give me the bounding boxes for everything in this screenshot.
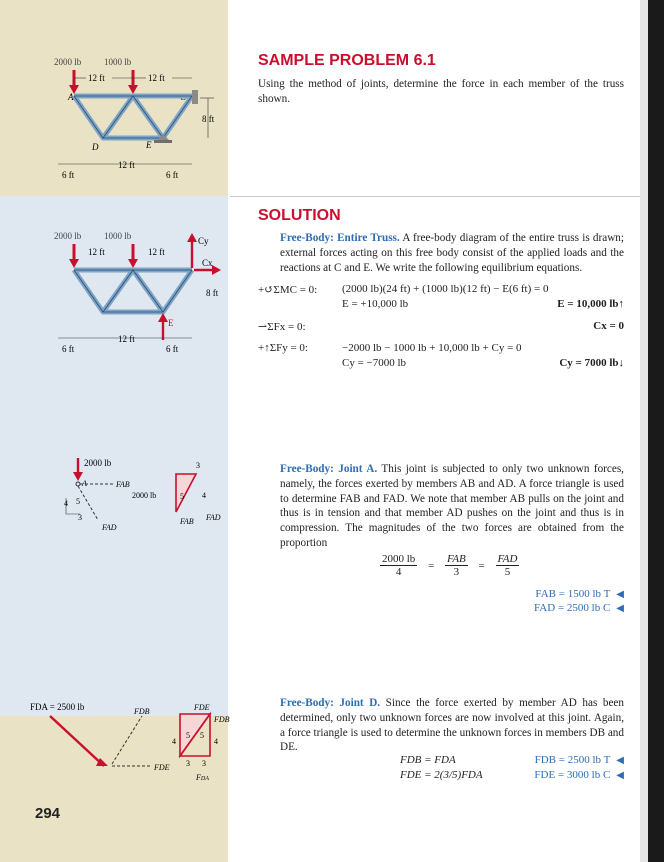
fde-result: FDE = 3000 lb C ◀ [534, 769, 624, 781]
dim-mid-label-2: 12 ft [118, 334, 135, 344]
fad-result: FAD = 2500 lb C ◀ [534, 602, 624, 614]
cx-label: Cx [202, 258, 213, 268]
eq3-b: Cy = −7000 lb [342, 357, 407, 369]
load-a-label-2: 2000 lb [54, 231, 82, 241]
dim-left-label: 6 ft [62, 170, 75, 180]
dim-right-label: 6 ft [166, 170, 179, 180]
prop-num3: FAD [497, 553, 518, 565]
solution-title: SOLUTION [258, 207, 341, 224]
triangled-three-left-label: 3 [186, 759, 190, 768]
entire-truss-heading: Free-Body: Entire Truss. [280, 232, 400, 244]
eq2-lhs: ⇀ΣFx = 0: [258, 321, 306, 333]
truss-figure-2 [46, 228, 226, 358]
joint-a-label: A [68, 92, 74, 102]
joint-d-figure [30, 700, 230, 790]
triangle-fda-label: FDA [196, 773, 209, 782]
load-a-label: 2000 lb [54, 57, 82, 67]
page-edge [648, 0, 664, 862]
fde-equation: FDE = 2(3/5)FDA [400, 769, 483, 781]
prop-den3: 5 [504, 566, 511, 578]
eq3-result: Cy = 7000 lb↓ [559, 357, 624, 369]
joint-a-figure [56, 454, 226, 544]
triangle-five-label: 5 [180, 492, 184, 501]
dim-bc-label-2: 12 ft [148, 247, 165, 257]
eq1-lhs: +↺ΣMC = 0: [258, 284, 318, 296]
entire-truss-paragraph [280, 231, 624, 275]
dim-bc-label: 12 ft [148, 73, 165, 83]
jointa-four-label: 4 [64, 499, 68, 508]
jointa-five-label: 5 [76, 497, 80, 506]
triangle-load-label: 2000 lb [132, 491, 157, 500]
problem-title: SAMPLE PROBLEM 6.1 [258, 52, 436, 69]
jointa-load-label: 2000 lb [84, 458, 112, 468]
eq3-lhs: +↑ΣFy = 0: [258, 342, 308, 354]
joint-a-heading: Free-Body: Joint A. [280, 463, 378, 475]
joint-b-label: B [130, 92, 136, 102]
cy-label: Cy [198, 236, 209, 246]
triangle-four-label: 4 [202, 491, 206, 500]
jointd-fde-label: FDE [154, 763, 170, 772]
triangled-four-label: 4 [172, 737, 176, 746]
prop-den1: 4 [395, 566, 402, 578]
dim-height-label: 8 ft [202, 114, 215, 124]
section-divider [230, 196, 640, 197]
eq1-result: E = 10,000 lb↑ [557, 298, 624, 310]
entire-truss-text: A free-body diagram of the entire truss is drawn; external forces acting on this free body consist of the applied loads and the reactions at C and E. We write the following equilibrium equations. [280, 232, 624, 274]
eq2-result: Cx = 0 [593, 320, 624, 332]
load-b-label-2: 1000 lb [104, 231, 132, 241]
jointd-fdb-label: FDB [134, 707, 150, 716]
page-edge-shadow [640, 0, 648, 862]
joint-a-paragraph [280, 462, 624, 551]
joint-d-text: Since the force exerted by member AD has been determined, only two unknown forces are now involved at this joint. Again, a force triangle is used to determine the unknown forces in members DB and DE. [280, 697, 624, 754]
dim-height-label-2: 8 ft [206, 288, 219, 298]
triangled-four-right-label: 4 [214, 737, 218, 746]
jointa-fab-label: FAB [116, 480, 130, 489]
triangled-five-right-label: 5 [200, 731, 204, 740]
prop-num1: 2000 lb [382, 553, 416, 565]
joint-d-paragraph [280, 696, 624, 755]
page-number: 294 [35, 805, 61, 822]
joint-c-label: C [180, 92, 187, 102]
load-b-label: 1000 lb [104, 57, 132, 67]
dim-mid-label: 12 ft [118, 160, 135, 170]
joint-a-text: This joint is subjected to only two unknown forces, namely, the forces exerted by members AB and AD. A force triangle is used to determine FAB and FAD. We note that member AB pulls on the joint and thus is in tension and that member AD pushes on the joint and thus is in compression. The magnitudes of the two forces are obtained from the proportion [280, 463, 624, 549]
fdb-equation: FDB = FDA [400, 754, 456, 766]
problem-statement: Using the method of joints, determine the force in each member of the truss shown. [258, 78, 624, 105]
joint-d-label: D [92, 142, 99, 152]
triangled-three-right-label: 3 [202, 759, 206, 768]
triangle-fad-label: FAD [206, 513, 221, 522]
dim-ab-label-2: 12 ft [88, 247, 105, 257]
triangle-fde-label: FDE [194, 703, 210, 712]
fab-result: FAB = 1500 lb T ◀ [535, 588, 624, 600]
eq3-rhs: −2000 lb − 1000 lb + 10,000 lb + Cy = 0 [342, 342, 522, 354]
jointd-fda-label: FDA = 2500 lb [30, 702, 85, 712]
triangled-five-left-label: 5 [186, 731, 190, 740]
joint-d-heading: Free-Body: Joint D. [280, 697, 381, 709]
eq1-b: E = +10,000 lb [342, 298, 409, 310]
e-label: E [168, 318, 174, 328]
triangle-fdb-label: FDB [214, 715, 230, 724]
dim-right-label-2: 6 ft [166, 344, 179, 354]
joint-e-label: E [146, 140, 152, 150]
dim-left-label-2: 6 ft [62, 344, 75, 354]
truss-figure-1 [46, 54, 224, 184]
jointa-a-label: A [82, 479, 87, 488]
prop-den2: 3 [453, 566, 460, 578]
triangle-fab-label: FAB [180, 517, 194, 526]
prop-num2: FAB [447, 553, 466, 565]
dim-ab-label: 12 ft [88, 73, 105, 83]
fdb-result: FDB = 2500 lb T ◀ [534, 754, 624, 766]
eq1-rhs: (2000 lb)(24 ft) + (1000 lb)(12 ft) − E(6 ft) = 0 [342, 283, 549, 295]
jointa-fad-label: FAD [102, 523, 117, 532]
triangle-three-label: 3 [196, 461, 200, 470]
proportion-equation: $\frac{2000 lb}{4}$ = FAB 3 = FAD 5 [382, 553, 518, 578]
jointa-three-label: 3 [78, 513, 82, 522]
